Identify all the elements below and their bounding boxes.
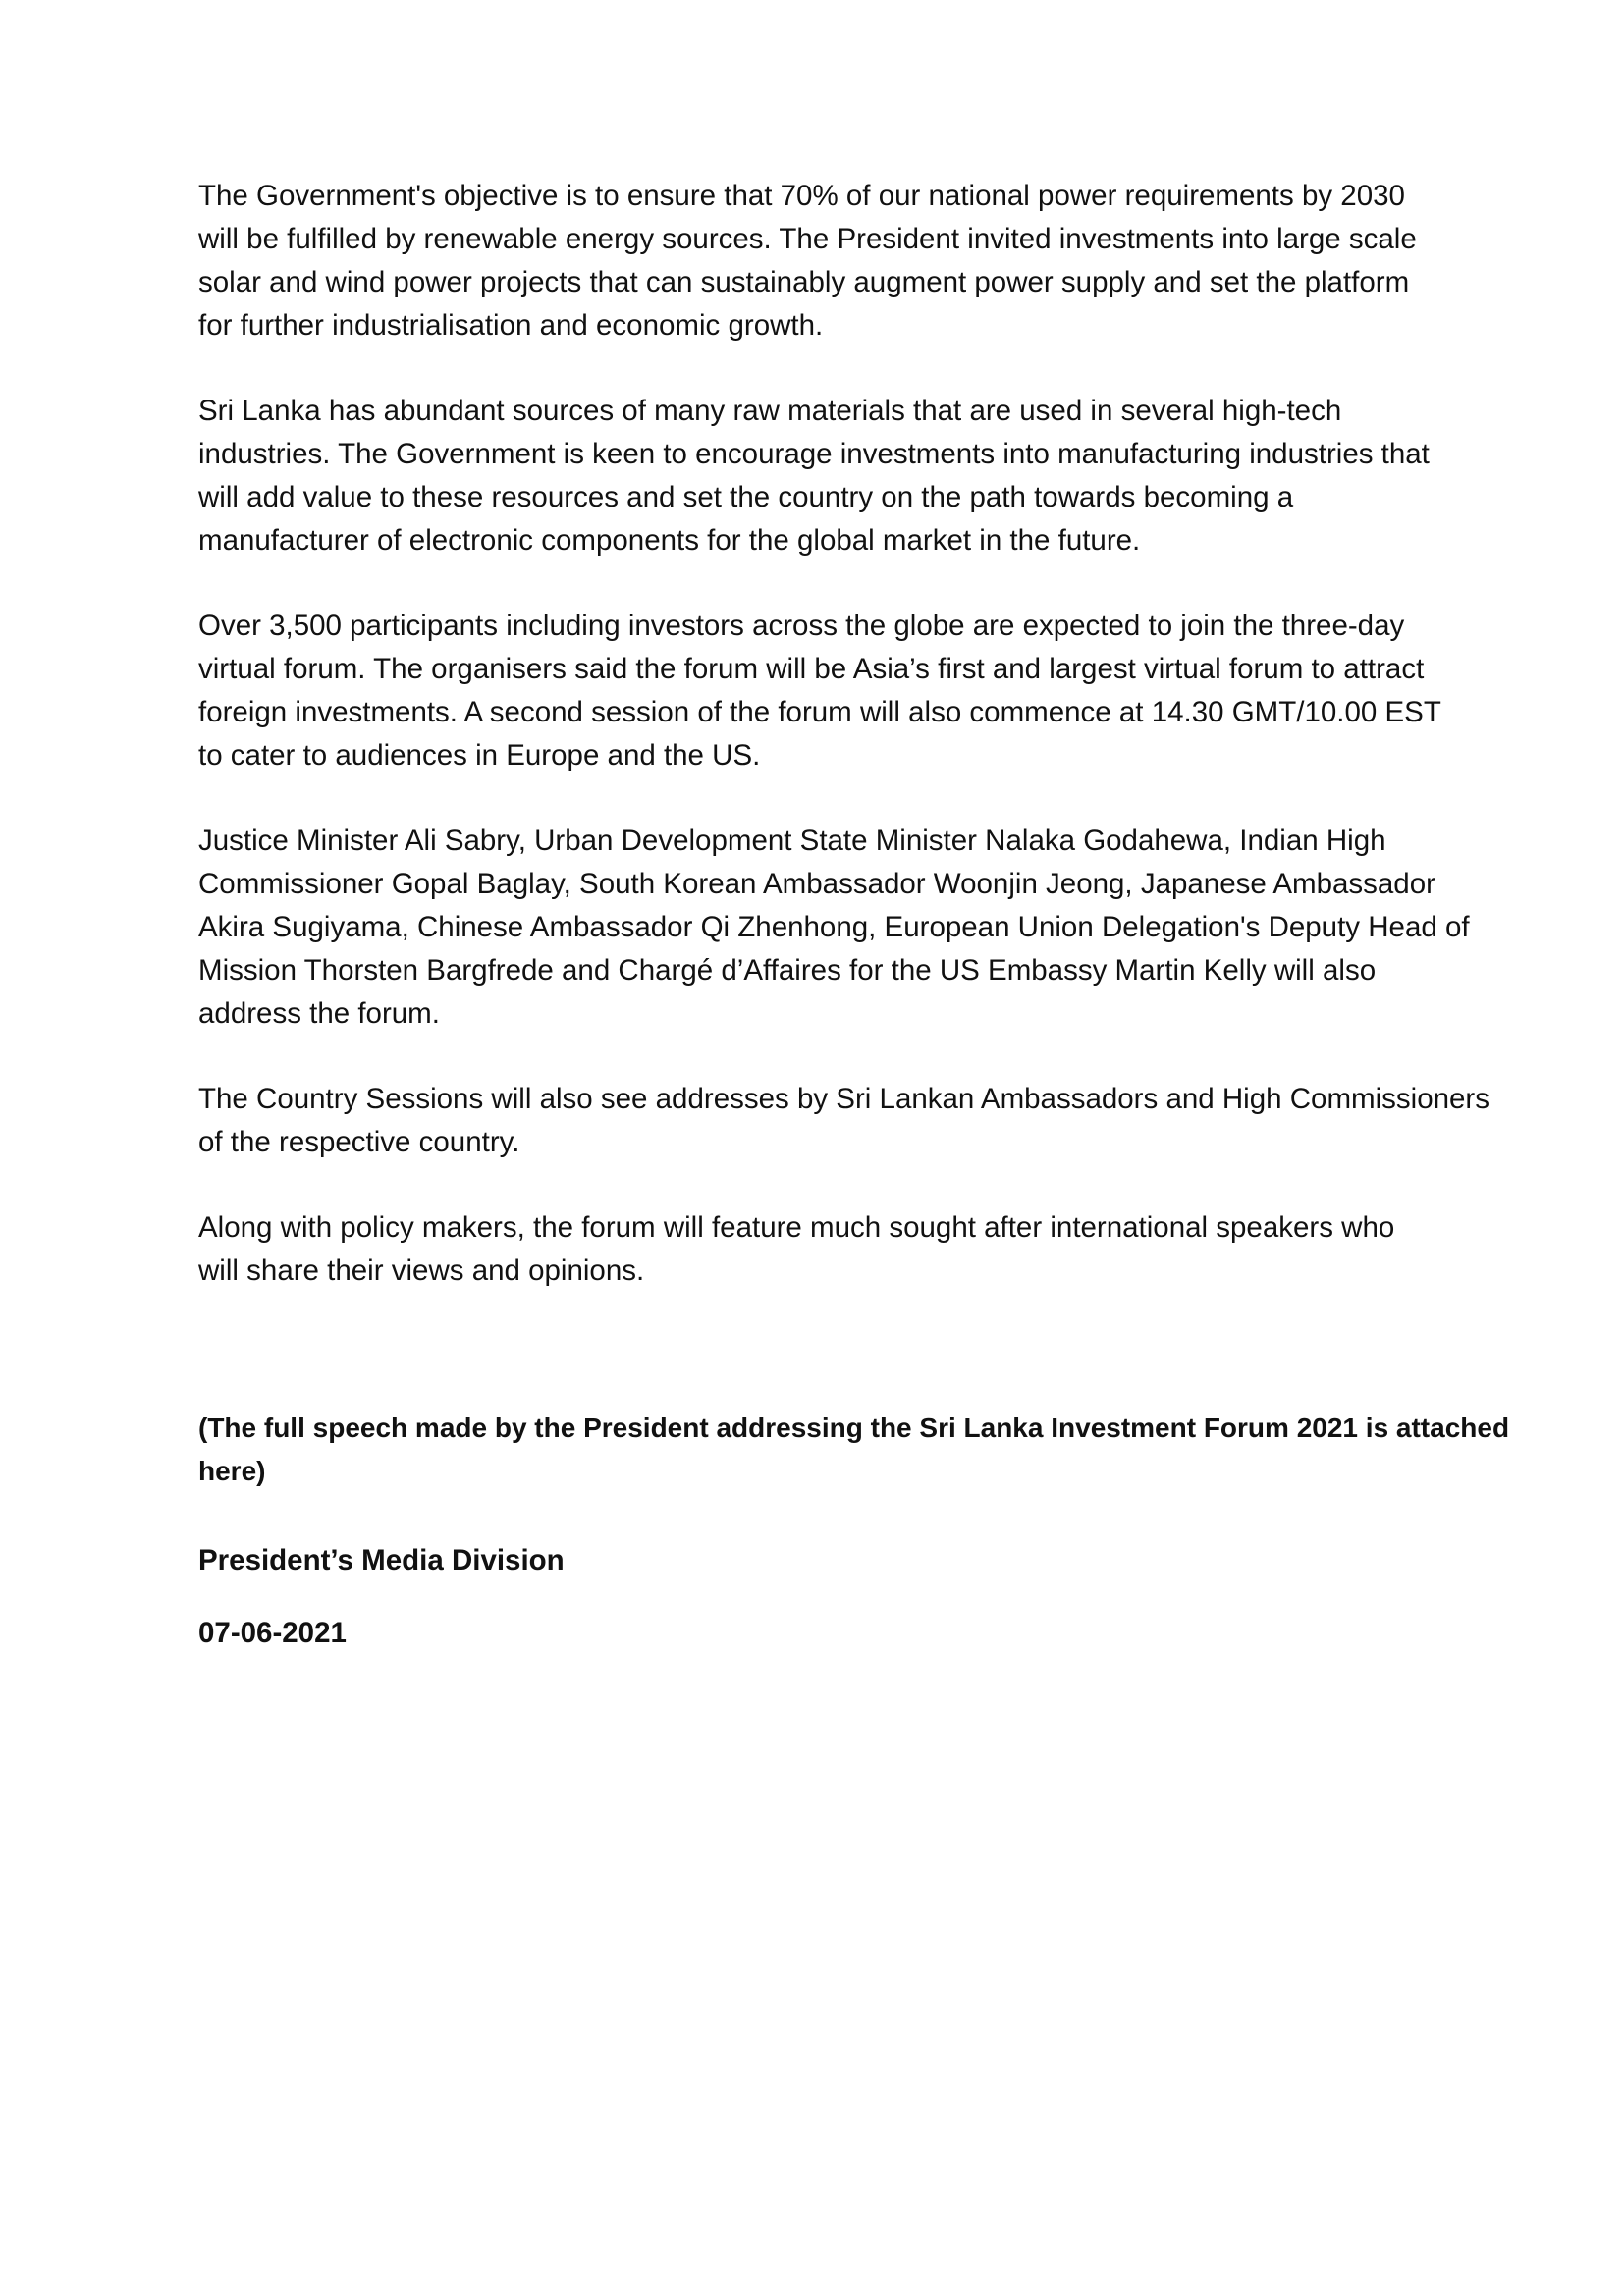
paragraph-raw-materials <box>198 390 1504 562</box>
signature: President’s Media Division <box>198 1544 565 1576</box>
text-line: will add value to these resources and set the country on the path towards becoming a <box>198 481 1294 513</box>
text-line: Akira Sugiyama, Chinese Ambassador Qi Zhenhong, European Union Delegation's Deputy Head of <box>198 911 1470 943</box>
document-page <box>198 175 1510 1683</box>
text-line: The Country Sessions will also see addresses by Sri Lankan Ambassadors and High Commissioners <box>198 1083 1489 1115</box>
text-line: industries. The Government is keen to encourage investments into manufacturing industries that <box>198 438 1430 470</box>
text-line: of the respective country. <box>198 1126 520 1158</box>
text-line: Along with policy makers, the forum will feature much sought after international speakers who <box>198 1211 1395 1244</box>
text-line: Sri Lanka has abundant sources of many raw materials that are used in several high-tech <box>198 395 1342 427</box>
text-line: Over 3,500 participants including investors across the globe are expected to join the three-day <box>198 610 1405 642</box>
text-line: will be fulfilled by renewable energy sources. The President invited investments into large scale <box>198 223 1417 255</box>
text-line: Commissioner Gopal Baglay, South Korean Ambassador Woonjin Jeong, Japanese Ambassador <box>198 868 1435 900</box>
text-line: The Government's objective is to ensure that 70% of our national power requirements by 2030 <box>198 180 1405 212</box>
paragraph-speakers <box>198 820 1504 1036</box>
text-line: virtual forum. The organisers said the forum will be Asia’s first and largest virtual forum to attract <box>198 653 1425 685</box>
note-line: (The full speech made by the President addressing the Sri Lanka Investment Forum 2021 is attached <box>198 1413 1510 1443</box>
text-line: solar and wind power projects that can sustainably augment power supply and set the platform <box>198 266 1410 298</box>
paragraph-country-sessions <box>198 1078 1504 1164</box>
text-line: Justice Minister Ali Sabry, Urban Development State Minister Nalaka Godahewa, Indian High <box>198 825 1386 857</box>
text-line: manufacturer of electronic components for the global market in the future. <box>198 524 1141 557</box>
paragraph-renewable-energy <box>198 175 1504 347</box>
text-line: will share their views and opinions. <box>198 1255 645 1287</box>
text-line: address the forum. <box>198 997 440 1030</box>
note-line: here) <box>198 1456 266 1486</box>
text-line: foreign investments. A second session of the forum will also commence at 14.30 GMT/10.00 EST <box>198 696 1441 728</box>
text-line: for further industrialisation and economic growth. <box>198 309 824 342</box>
text-line: to cater to audiences in Europe and the US. <box>198 739 761 772</box>
release-date: 07-06-2021 <box>198 1616 347 1649</box>
text-line: Mission Thorsten Bargfrede and Chargé d’Affaires for the US Embassy Martin Kelly will also <box>198 954 1377 987</box>
speech-attachment-note <box>198 1407 1510 1493</box>
paragraph-policy-makers <box>198 1206 1504 1293</box>
paragraph-participants <box>198 605 1504 777</box>
